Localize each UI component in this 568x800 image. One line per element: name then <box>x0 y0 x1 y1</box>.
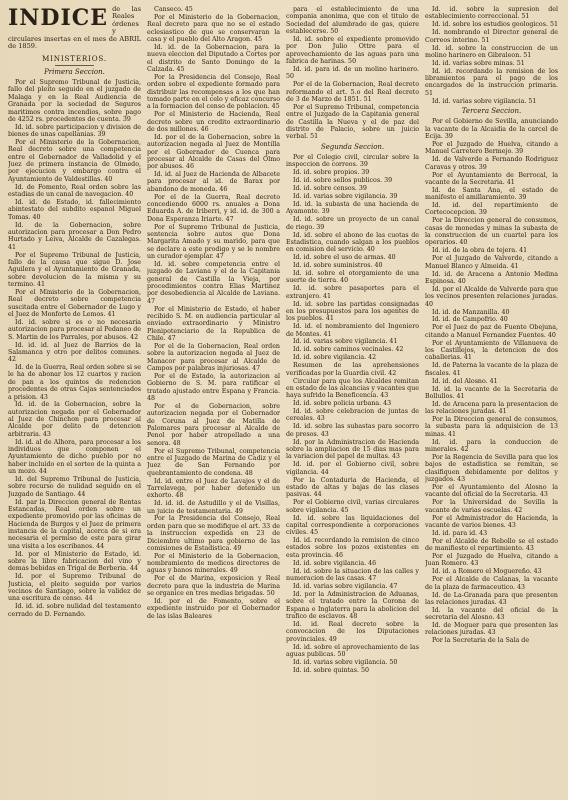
index-entry: Por el Juzgado de Valverde, citando a Manuel Blanco y Almeida. 41 <box>425 255 558 270</box>
page-title: INDICE <box>8 6 109 31</box>
index-entry: Id. id. id. de Astudillo y el de Visillas, un juicio de testamentaria. 49 <box>147 500 280 515</box>
index-entry: Por el Ayuntamiento de Berrocal, la vacante de la Secretaria. 41 <box>425 171 558 186</box>
index-entry: Id. id. sobre el uso de armas. 40 <box>293 254 396 262</box>
index-entry: Id. id. sobre vigilancia. 46 <box>293 559 377 567</box>
index-entry: Por el Colegio civil, circular sobre la inspeccion de correos. 39 <box>286 153 419 169</box>
col4-entries-b <box>425 118 558 644</box>
index-entry: Id. id. sobre competencia entre el juzgado de Laviana y el de la Capitania general de Castilla la Vieja, por procedimientos contra Elias Martinez por desobediencia al Alcalde de Laviana. 47 <box>147 261 280 305</box>
index-entry: Id. de Moguer para que presenten las relaciones juradas. 43 <box>425 622 558 637</box>
index-entry: Id. por el de Fomento, sobre el expediente instruido por el Gobernador de las islas Baleares <box>147 598 280 620</box>
index-entry: Por la Universidad de Sevilla la vacante de varias escuelas. 42 <box>425 499 558 514</box>
index-entry: Id. de Paterna la vacante de la plaza de fiscales. 41 <box>425 362 558 377</box>
index-entry: Id. id. entre el Juez de Lavajos y el de Tarrelavega, por haber detenido un exhorto. 48 <box>147 477 280 500</box>
index-entry: Id. id. sobre celebracion de juntas de cereales. 43 <box>286 408 419 423</box>
column-2 <box>147 6 280 794</box>
index-entry: Id. id. Real decreto sobre la convocacion de los Diputaciones provinciales. 49 <box>286 620 419 643</box>
index-entry: Id. id. de Estado, id. fallecimiento abintestato del subdito espanol Miguel Tomas. 40 <box>8 199 141 221</box>
index-entry: Id. id. varias sobre vigilancia. 39 <box>293 193 398 200</box>
index-entry: Id. id. sobre los estudios geologicos. 51 <box>432 21 558 29</box>
col3-entries-a <box>286 6 419 141</box>
index-entry: Id. nombrando el Director general de Correos interino. 51 <box>425 29 558 44</box>
index-entry: Id. de la Gobernacion, sobre autorizacion para procesar a Don Pedro Hurtado y Leiva, Alcalde de Cazalegas. 41 <box>8 221 141 251</box>
index-entry: Canseco. 45 <box>154 6 193 13</box>
index-entry: Id. id. de Aracena a Antonio Medina Espinosa. 40 <box>425 270 558 285</box>
index-entry: Por el de la Gobernacion, Real decreto reformando el art. 5.o del Real decreto de 3 de Marzo de 1851. 51 <box>286 81 419 103</box>
index-entry: Id. por el Alcalde de Valverde para que los vecinos presenten relaciones juradas. 40 <box>425 285 558 308</box>
index-entry: Por la Direccion general de consumos, casas de monedas y minas la subasta de la construccion de un cuartel para los operarios. 40 <box>425 217 558 247</box>
index-entry: Id. par la Direccion general de Rentas Estancadas, Real orden sobre un expediente promovido por las oficinas de Hacienda de Burgos y el Juez de primera instancia de la capital, acerca de si era necesaria el permiso de este para girar una visita a los escribanos. 44 <box>8 498 141 550</box>
index-entry: Por el Ministerio de la Gobernacion, Real decreto para que no se el estado eclesiastico de que se conservaran la casa y el pueblo del Alto Aragon. 45 <box>147 13 280 43</box>
index-entry: Id. id. para la conduccion de minerales. 42 <box>425 438 558 454</box>
index-entry: Id. id. id. sobre nulidad del testamento cerrado de D. Fernando. <box>8 603 141 618</box>
index-entry: Por el Juez de paz de Fuente Obejuna, citando a Manuel Fernandez Fuentes. 40 <box>425 324 558 339</box>
index-entry: Por la Regencia de Sevilla para que los bajos de estadistica se remitan, se clasifiquen debidamente por delitos y juzgados. 43 <box>425 453 558 483</box>
index-entry: Id. id. de la Gobernacion, para la nueva eleccion del Diputado a Cortes por el distrito de Santo Domingo de la Calzada. 45 <box>147 43 280 73</box>
index-entry: Id. id. sobre las liquidaciones del capital correspondiente a corporaciones civiles. 45 <box>286 514 419 537</box>
col2-entries <box>147 6 280 620</box>
index-entry: Por el Juzgado de Huelva, citando a Juan Romero. 43 <box>425 553 558 568</box>
column-3 <box>286 6 419 794</box>
index-entry: Id. id. la vacante de la Secretaria de Bollullos. 41 <box>425 385 558 400</box>
index-entry: Por el Ministerio de la Gobernacion, Real decreto sobre una competencia entre el Gobernador de Valladolid y el Juez de primera instancia de Olmedo, por ejecucion y embargo contra el Ayuntamiento de Valdestillas. 40 <box>8 139 141 183</box>
index-entry: Por el Gobierno de Sevilla, anunciando la vacante de la Alcaidia de la carcel de Ecija. 39 <box>425 118 558 141</box>
index-entry: Id. id. a Romero el Moguereño. 43 <box>432 568 542 576</box>
index-entry: Id. id. sobre la supresion del establecimiento correccional. 51 <box>425 6 558 21</box>
index-entry: Id. id. varias sobre vigilancia. 51 <box>432 97 537 105</box>
index-entry: Id. por el Supremo Tribunal de Justicia, el pleito seguido por varios vecinos de Santiago, sobre la validez de una escritura de censo. 44 <box>8 573 141 603</box>
index-entry: Id. id. sobre pasaportes para el extranjero. 41 <box>286 285 419 300</box>
index-entry: Id. id. la subasta de una hacienda de Ayamonte. 39 <box>286 200 419 216</box>
index-entry: Id. de Valverde a Fernando Rodriguez Caravas y otros. 39 <box>425 156 558 171</box>
index-entry: Id. id. al Juez de Hacienda de Albacete para procesar al id. de Barax por abandono de moneda. 46 <box>147 171 280 193</box>
index-entry: Id. id. sobre caminos vecinales. 42 <box>293 346 404 354</box>
index-entry: Id. id. de la obra de tejera. 41 <box>432 247 528 255</box>
index-entry: Por el Alcalde de Calanas, la vacante de la plaza de farmaceutico. 43 <box>425 576 558 591</box>
index-entry: Id. id. sobre las subastas para socorro de presos. 43 <box>286 423 419 438</box>
index-entry: Id. id. de Campofrio. 40 <box>432 316 508 324</box>
index-entry: Id. id. por el Gobierno civil, sobre vigilancia. 44 <box>286 461 419 476</box>
index-entry: Por la Secretaria de la Sala de <box>432 637 530 645</box>
index-entry: Id. id. sobre sellos publicos. 39 <box>293 177 393 185</box>
index-entry: Por la Presidencia del Consejo, Real orden sobre el expediente formado para distribuir las recompensas a los que han tomado parte en el celo y eficaz concurso a la formacion del censo de poblacion. 45 <box>147 73 280 111</box>
index-entry: Por el Supremo Tribunal de Justicia, sentencia sobre autos que Dona Margarita Amado y su marido, para que se declare a este prodigo y se le nombre un curador ejemplar. 47 <box>147 223 280 261</box>
index-entry: Por la Presidencia del Consejo, Real orden para que se modifique el art. 33 de la instruccion expedida en 23 de Diciembre ultimo para gobierno de las comisiones de Estadistica. 49 <box>147 515 280 552</box>
index-entry: Por el de Marina, exposicion y Real decreto para que la industria de Marina se organice en tres medias brigadas. 50 <box>147 575 280 598</box>
index-entry: Id. id. varias sobre vigilancia. 50 <box>293 658 398 666</box>
index-entry: Por el Gobierno civil, varias circulares sobre vigilancia. 45 <box>286 499 419 514</box>
index-entry: Circular para que los Alcaldes remitan en estado de las alcancias y vacantes que haya sufrido la Beneficencia. 43 <box>286 377 419 400</box>
column-4 <box>425 6 558 794</box>
index-entry: Por el Ministerio de Hacienda, Real decreto sobre un credito extraordinario de dos millones. 46 <box>147 111 280 133</box>
page-subtitle: de las Reales órdenes y circulares insertas en el mes de ABRIL de 1859. <box>8 6 141 51</box>
index-entry: Id. id. del Alosno. 41 <box>432 377 498 385</box>
index-entry: Id. id. sobre vigilancia. 42 <box>293 354 377 362</box>
divider <box>55 65 95 66</box>
index-entry: Por el Supremo Tribunal de Justicia, fallo de la causa que sigue D. Jose Aguilera y el Ayuntamiento de Granada, sobre devolucion de la misma y su termino. 41 <box>8 251 141 288</box>
index-entry: Por el de la Guerra, Real decreto concediendo 6000 rs. anuales a Dona Eduarda A. de Iriberri, y id. id. de 300 a Dona Esperanza Iriarte. 47 <box>147 193 280 223</box>
index-entry: Id. la vacante del oficial de la secretaria del Alosno. 43 <box>425 606 558 622</box>
index-entry: Id. id. recordando la remision de cinco estados sobre los pozos existentes en esta provincia. 46 <box>286 537 419 559</box>
index-entry: Id. del Supremo Tribunal de Justicia, sobre recurso de nulidad seguido en el Juzgado de Santiago. 44 <box>8 476 141 498</box>
index-entry: Id. id. sobre participacion y division de bienes de unas capellanias. 39 <box>8 123 141 139</box>
column-1 <box>8 6 141 794</box>
index-entry: Por el Ministerio de la Gobernacion, Real decreto sobre competencia suscitada entre el Gobernador de Lugo y el Juez de Monforte de Lemos. 41 <box>8 288 141 318</box>
index-entry: Id. id. sobre la situacion de las calles y numeracion de las casas. 47 <box>286 567 419 583</box>
index-entry: Id. de Fomento, Real orden sobre las estadias de un canal de navegacion. 40 <box>8 183 141 199</box>
index-entry: Id. id. varias sobre vigilancia. 47 <box>293 582 398 590</box>
index-entry: Por la Direccion general de consumos, la subasta para la adquisicion de 13 minas. 41 <box>425 416 558 438</box>
index-entry: Id. de Santa Ana, el estado de manifesto el amillaramiento. 39 <box>425 186 558 202</box>
index-entry: Id. id. sobre propios. 39 <box>293 169 370 177</box>
index-entry: Id. por la Administracion de Hacienda sobre la ampliacion de 15 dias mas para la variacion del papel de multas. 43 <box>286 438 419 461</box>
index-entry: Id. id. sobre quintas. 50 <box>293 666 370 674</box>
index-entry: Id. id. de Manzanilla. 40 <box>432 308 510 316</box>
index-entry: Por el Administrador de Hacienda, la vacante de varios bienes. 43 <box>425 514 558 529</box>
index-entry: Id. id. del repartimiento de Cortecocepcion. 39 <box>425 202 558 217</box>
index-entry: Id. id. sobre el expediente promovido por Don Julio Ottre para el aprovechamiento de las aguas para una fabrica de harinas. 50 <box>286 35 419 65</box>
section-heading-primera: Primera Seccion. <box>44 67 105 76</box>
index-entry: Id. id. id. al Juez de Barrios de la Salamanca y otro por delitos comunes. 42 <box>8 341 141 364</box>
index-entry: Id. id. sobre si es o no necesaria autorizacion para procesar al Pedaneo de S. Martin de los Parrales, por abusos. 42 <box>8 318 141 341</box>
index-entry: Id. de la Guerra, Real orden sobre si se le ha de abonar los 12 cuartos y racion de pan a los quintos de redencion procedentes de otras Cajas sentenciados a prision. 43 <box>8 364 141 401</box>
index-entry: Id. id. de la Gobernacion, sobre la autorizacion negada por el Gobernador al Juez de Chinchon para procesar al Alcalde por delito de detencion arbitraria. 43 <box>8 401 141 438</box>
index-entry: Id. id. el nombramiento del Ingeniero de Montes. 41 <box>286 323 419 338</box>
index-entry: Por el Alcalde de Rebollo se el estado de manifiesto el repartimiento. 43 <box>425 537 558 553</box>
index-entry: Id. por la Administracion de Aduanas, sobre el tratado entre la Corona de Espana e Inglaterra para la abolicion del trafico de esclavos. 48 <box>286 590 419 620</box>
index-entry: Id. id. para id. 43 <box>432 529 488 537</box>
index-entry: Id. de La-Granada para que presenten las relaciones juradas. 43 <box>425 591 558 606</box>
index-entry: Resumen de las aprehensiones verificadas por la Guardia civil. 42 <box>286 362 419 377</box>
index-entry: Id. id. sobre policia urbana. 43 <box>293 400 392 408</box>
index-entry: Id. id. sobre un proyecto de un canal de riego. 39 <box>286 216 419 231</box>
document-header <box>8 6 141 50</box>
index-entry: Id. id. varias sobre vigilancia. 41 <box>293 338 398 346</box>
ministry-heading: MINISTERIOS. <box>42 54 107 64</box>
index-entry: Por el Ministerio de la Gobernacion, nombramiento de medicos directores de aguas y banos minerales. 49 <box>147 552 280 575</box>
index-entry: Por la Contaduria de Hacienda, el estado de altas y bajas de las clases pasivas. 44 <box>286 476 419 499</box>
section-heading-tercera: Tercera Seccion. <box>461 107 522 116</box>
index-entry: Por el de Gobernacion, sobre autorizacion negada por el Gobernador de Coruna al Juez de Matilla de Palomares para procesar al Alcalde de Penol por haber atropellado a una senora. 48 <box>147 402 280 447</box>
index-entry: Id. por el de la Gobernacion, sobre la autorizacion negada al Juez de Montilla por el Gobernador de Cuenca para procesar al Alcalde de Casas del Olmo por abusos. 46 <box>147 133 280 171</box>
index-columns <box>8 6 558 794</box>
index-entry: Id. id. al de Alhora, para procesar a los individuos que componen el Ayuntamiento de dicho pueblo por no haber incluido en el sorteo de la quinta a un mozo. 44 <box>8 438 141 476</box>
index-entry: Por el de la Gobernacion, Real orden sobre la autorizacion negada al Juez de Manacor para procesar al Alcalde de Campos por palabras injuriosas. 47 <box>147 343 280 373</box>
index-entry: Id. de Aracena para la presentacion de las relaciones juradas. 41 <box>425 400 558 416</box>
index-entry: Por el Supremo Tribunal de Justicia, fallo del pleito seguido en el juzgado de Malaga y en la Real Audiencia de Granada por la sociedad de Seguros maritimos contra incendios, sobre pago de 4252 rs. procedentes de cuenta. 39 <box>8 79 141 123</box>
index-entry: Por el de Estado, la autorizacion al Gobierno de S. M. para ratificar el tratado ajustado entre Espana y Francia. 48 <box>147 372 280 402</box>
index-entry: Por el Ayuntamiento del Alosno la vacante del oficial de la Secretaria. 43 <box>425 483 558 499</box>
col3-entries-b <box>286 154 419 674</box>
index-entry: Id. id. sobre el otorgamiento de una suerte de tierra. 40 <box>286 270 419 285</box>
index-entry: Id. id. sobre la construccion de un molino harinero en Gibraleon. 51 <box>425 44 558 59</box>
index-entry: Por el Ministerio de Estado, el haber recibido S. M. en audiencia particular al enviado extraordinario y Ministro Plenipotenciario de la Republica de Chile. 47 <box>147 305 280 343</box>
index-entry: Id. id. varias sobre minas. 51 <box>432 59 525 67</box>
index-entry: Id. id. sobre el aprovechamiento de las aguas publicas. 50 <box>286 643 419 658</box>
index-entry: Id. id. sobre censos. 39 <box>293 185 367 193</box>
section-heading-segunda: Segunda Seccion. <box>320 142 385 151</box>
index-entry: Por el Supremo Tribunal, competencia entre el Juzgado de la Capitania general de Castilla la Nueva y el de paz del distrito de Palacio, sobre un juicio verbal. 51 <box>286 103 419 141</box>
col4-entries-a <box>425 6 558 105</box>
index-entry: Id. por el Ministerio de Estado, id. sobre la libre fabricacion del vino y demas bebidas en Trigal de Berberia. 44 <box>8 550 141 573</box>
index-entry: Por el Ayuntamiento de Villanueva de los Castillejos, la detencion de dos caballerias. 41 <box>425 339 558 362</box>
index-entry: Por el Juzgado de Huelva, citando a Manuel Carretero Bermejo. 39 <box>425 141 558 156</box>
index-entry: Por el Supremo Tribunal, competencia entre el Juzgado de Marina de Cadiz y el Juez de San Fernando por quebrantamiento de condena. 48 <box>147 447 280 477</box>
index-entry: Id. id. recordando la remision de los libramientos para el pago de los encargados de la instruccion primaria. 51 <box>425 67 558 97</box>
index-entry: Id. id. sobre suministros. 40 <box>293 262 383 270</box>
index-entry: Id. id. sobre el abono de las cuotas de Estadistica, cuando salgan a los pueblos en comision del servicio. 40 <box>286 231 419 254</box>
index-entry: Id. id. para id. de un molino harinero. 50 <box>286 65 419 81</box>
col1-entries <box>8 79 141 618</box>
index-entry: Id. id. sobre las partidas consignadas en los presupuestos para los agentes de los pueblos. 41 <box>286 300 419 323</box>
index-entry: para el establecimiento de una compania anonima, que con el titulo de Sociedad del alumbrado de gas, quiere establecerse. 50 <box>286 6 419 36</box>
